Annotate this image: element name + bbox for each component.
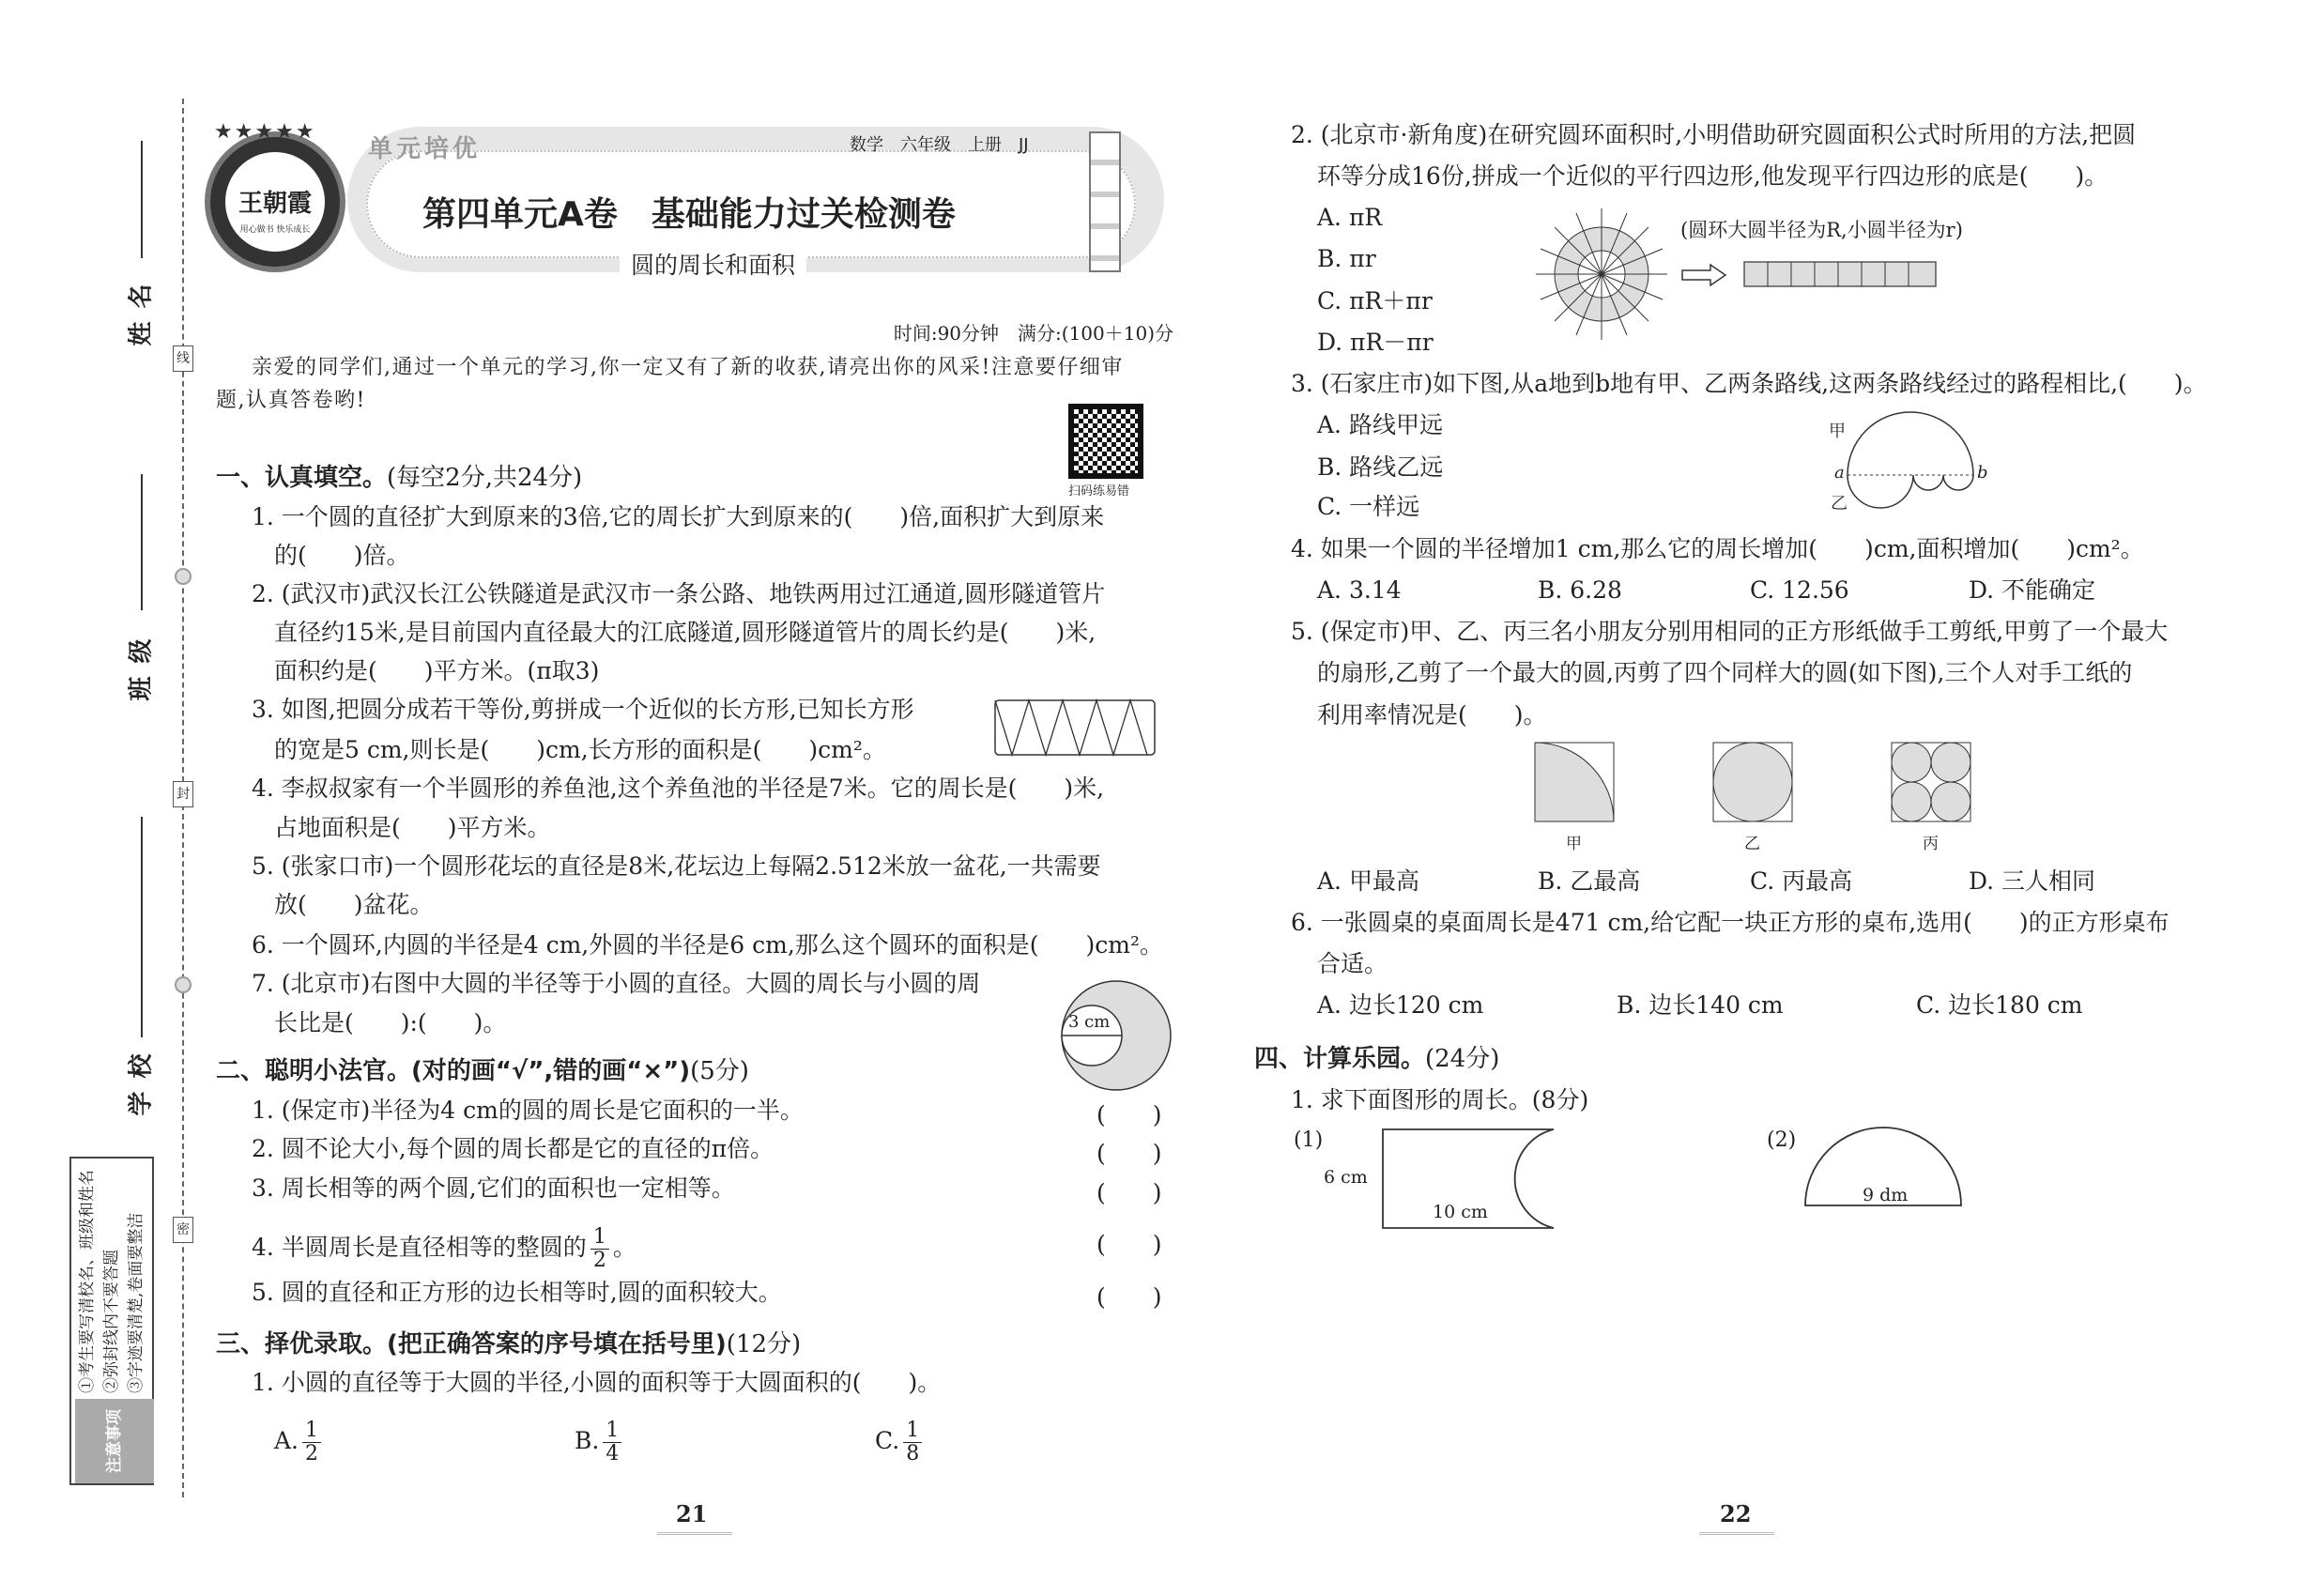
option: C. 12.56 bbox=[1750, 576, 1849, 604]
section-2-title: 二、聪明小法官。(对的画“√”,错的画“×”)(5分) bbox=[216, 1057, 749, 1085]
question-line: 1. 求下面图形的周长。(8分) bbox=[1291, 1086, 1589, 1113]
question-line: 1. 小圆的直径等于大圆的半径,小圆的面积等于大圆面积的( )。 bbox=[252, 1369, 942, 1396]
question-line: 5. (张家口市)一个圆形花坛的直径是8米,花坛边上每隔2.512米放一盆花,一共需要 bbox=[252, 852, 1101, 880]
option: C. 边长180 cm bbox=[1916, 991, 2083, 1019]
answer-paren[interactable]: ( ) bbox=[1096, 1179, 1162, 1206]
series-label: 单元培优 bbox=[368, 135, 482, 163]
question-line: 放( )盆花。 bbox=[274, 891, 434, 918]
intro-text: 亲爱的同学们,通过一个单元的学习,你一定又有了新的收获,请亮出你的风采!注意要仔细审 bbox=[252, 356, 1124, 379]
notice-title: 注意事项 bbox=[75, 1399, 154, 1483]
question-line: 的( )倍。 bbox=[274, 542, 410, 569]
four-circles-square bbox=[1891, 742, 1971, 822]
page-subtitle: 圆的周长和面积 bbox=[620, 247, 806, 281]
notice-item: ①考生要写清校名、班级和姓名 bbox=[78, 1170, 97, 1393]
figure-number: (2) bbox=[1767, 1128, 1797, 1152]
fraction: $\frac{1}{2}$ bbox=[590, 1226, 609, 1272]
page-number-left: 21 bbox=[676, 1500, 708, 1527]
option: D. 不能确定 bbox=[1969, 576, 2096, 604]
judge-item: 3. 周长相等的两个圆,它们的面积也一定相等。 bbox=[252, 1174, 735, 1202]
concentric-circles-figure bbox=[1057, 976, 1175, 1095]
option: C. 丙最高 bbox=[1750, 867, 1853, 895]
route-figure bbox=[1840, 409, 1981, 522]
notice-item: ③字迹要清楚,卷面要整洁 bbox=[127, 1212, 146, 1393]
option: C. πR＋πr bbox=[1317, 287, 1433, 315]
question-line: 面积约是( )平方米。(π取3) bbox=[274, 657, 600, 684]
option: D. 三人相同 bbox=[1969, 867, 2096, 895]
question-line: 利用率情况是( )。 bbox=[1317, 701, 1547, 729]
judge-item: 2. 圆不论大小,每个圆的周长都是它的直径的π倍。 bbox=[252, 1135, 774, 1162]
point-b: b bbox=[1977, 463, 1988, 483]
seal-icon bbox=[175, 976, 192, 993]
dimension-label: 6 cm bbox=[1324, 1167, 1368, 1188]
class-write-line bbox=[141, 474, 143, 610]
route-label-jia: 甲 bbox=[1829, 422, 1846, 441]
inscribed-circle-square bbox=[1712, 742, 1793, 822]
figure-label: 丙 bbox=[1923, 835, 1939, 853]
point-a: a bbox=[1834, 463, 1845, 483]
option: C. $\frac{1}{8}$ bbox=[875, 1420, 926, 1466]
logo-stars-icon: ★★★★★ bbox=[214, 120, 316, 144]
question-line: 5. (保定市)甲、乙、丙三名小朋友分别用相同的正方形纸做手工剪纸,甲剪了一个最大 bbox=[1291, 618, 2169, 645]
section-3-title: 三、择优录取。(把正确答案的序号填在括号里)(12分) bbox=[216, 1330, 802, 1358]
option: C. 一样远 bbox=[1317, 493, 1420, 520]
school-label: 学校 bbox=[127, 1040, 156, 1116]
qr-code[interactable] bbox=[1068, 404, 1143, 479]
question-line: 3. 如图,把圆分成若干等份,剪拼成一个近似的长方形,已知长方形 bbox=[252, 696, 914, 723]
notice-box bbox=[69, 1157, 154, 1485]
page-title: 第四单元A卷 基础能力过关检测卷 bbox=[422, 195, 956, 234]
arrow-right-icon bbox=[1680, 263, 1727, 287]
figure-label: 乙 bbox=[1744, 835, 1760, 853]
dimension-label: 10 cm bbox=[1433, 1202, 1488, 1222]
option: B. 路线乙远 bbox=[1317, 453, 1444, 481]
answer-paren[interactable]: ( ) bbox=[1096, 1231, 1162, 1258]
quarter-circle-square bbox=[1534, 742, 1615, 822]
judge-item: 1. (保定市)半径为4 cm的圆的周长是它面积的一半。 bbox=[252, 1097, 804, 1124]
figure-label: 3 cm bbox=[1068, 1012, 1111, 1032]
question-line: 6. 一个圆环,内圆的半径是4 cm,外圆的半径是6 cm,那么这个圆环的面积是( )cm²。 bbox=[252, 931, 1163, 959]
question-line: 合适。 bbox=[1317, 950, 1388, 977]
question-line: 占地面积是( )平方米。 bbox=[274, 814, 551, 841]
question-line: 直径约15米,是目前国内直径最大的江底隧道,圆形隧道管片的周长约是( )米, bbox=[274, 619, 1096, 646]
school-write-line bbox=[141, 817, 143, 1037]
answer-paren[interactable]: ( ) bbox=[1096, 1140, 1162, 1167]
option: A. 边长120 cm bbox=[1317, 991, 1484, 1019]
page-wave-icon bbox=[1699, 1532, 1774, 1542]
option: D. πR－πr bbox=[1317, 329, 1434, 356]
option: B. 边长140 cm bbox=[1617, 991, 1784, 1019]
option: A. 路线甲远 bbox=[1317, 411, 1443, 438]
option: A. πR bbox=[1317, 204, 1383, 231]
question-line: 2. (北京市·新角度)在研究圆环面积时,小明借助研究圆面积公式时所用的方法,把圆 bbox=[1291, 121, 2137, 148]
parallelogram-strip-figure bbox=[1742, 260, 1940, 290]
option: A. 甲最高 bbox=[1317, 867, 1419, 895]
name-label: 姓名 bbox=[127, 270, 156, 346]
rectangle-slices-figure bbox=[993, 697, 1158, 759]
intro-text: 题,认真答卷哟! bbox=[216, 389, 366, 412]
option: B. 6.28 bbox=[1538, 576, 1622, 604]
section-4-title: 四、计算乐园。(24分) bbox=[1254, 1045, 1500, 1073]
answer-paren[interactable]: ( ) bbox=[1096, 1283, 1162, 1311]
question-line: 长比是( ):( )。 bbox=[274, 1009, 507, 1036]
question-line: 1. 一个圆的直径扩大到原来的3倍,它的周长扩大到原来的( )倍,面积扩大到原来 bbox=[252, 503, 1105, 530]
cut-mark-xian: 线 bbox=[173, 345, 193, 372]
cut-mark-feng: 封 bbox=[173, 781, 193, 807]
name-write-line bbox=[141, 141, 143, 258]
lighthouse-icon bbox=[1089, 131, 1121, 272]
question-line: 2. (武汉市)武汉长江公铁隧道是武汉市一条公路、地铁两用过江通道,圆形隧道管片 bbox=[252, 580, 1106, 607]
option: A. $\frac{1}{2}$ bbox=[274, 1420, 325, 1466]
answer-paren[interactable]: ( ) bbox=[1096, 1101, 1162, 1128]
option: A. 3.14 bbox=[1317, 576, 1402, 604]
dimension-label: 9 dm bbox=[1863, 1185, 1909, 1205]
time-score: 时间:90分钟 满分:(100＋10)分 bbox=[893, 322, 1173, 345]
page-wave-icon bbox=[657, 1532, 732, 1542]
route-label-yi: 乙 bbox=[1831, 494, 1848, 514]
logo-slogan: 用心做书 快乐成长 bbox=[239, 225, 311, 235]
judge-item: 5. 圆的直径和正方形的边长相等时,圆的面积较大。 bbox=[252, 1279, 782, 1306]
logo-text: 王朝霞 bbox=[238, 190, 312, 218]
question-line: 3. (石家庄市)如下图,从a地到b地有甲、乙两条路线,这两条路线经过的路程相比,( )。 bbox=[1291, 370, 2207, 397]
question-line: 4. 李叔叔家有一个半圆形的养鱼池,这个养鱼池的半径是7米。它的周长是( )米, bbox=[252, 775, 1105, 802]
figure-caption: (圆环大圆半径为R,小圆半径为r) bbox=[1680, 219, 1963, 241]
notice-item: ②弥封线内不要答题 bbox=[102, 1250, 121, 1393]
ring-sectors-figure bbox=[1536, 208, 1667, 340]
option: B. πr bbox=[1317, 245, 1376, 272]
figure-number: (1) bbox=[1294, 1128, 1324, 1152]
question-line: 4. 如果一个圆的半径增加1 cm,那么它的周长增加( )cm,面积增加( )cm²。 bbox=[1291, 535, 2144, 562]
question-line: 的扇形,乙剪了一个最大的圆,丙剪了四个同样大的圆(如下图),三个人对手工纸的 bbox=[1317, 659, 2133, 686]
brand-logo bbox=[205, 131, 345, 272]
question-line: 7. (北京市)右图中大圆的半径等于小圆的直径。大圆的周长与小圆的周 bbox=[252, 970, 981, 997]
figure-label: 甲 bbox=[1566, 835, 1582, 853]
question-line: 的宽是5 cm,则长是( )cm,长方形的面积是( )cm²。 bbox=[274, 736, 886, 763]
cut-mark-mi: 密 bbox=[173, 1217, 193, 1243]
qr-caption: 扫码练易错 bbox=[1068, 484, 1130, 499]
seal-icon bbox=[175, 568, 192, 585]
section-1-title: 一、认真填空。(每空2分,共24分) bbox=[216, 464, 583, 492]
option: B. $\frac{1}{4}$ bbox=[575, 1420, 625, 1466]
judge-item: 4. 半圆周长是直径相等的整圆的 $\frac{1}{2}$ 。 bbox=[252, 1225, 636, 1272]
question-line: 6. 一张圆桌的桌面周长是471 cm,给它配一块正方形的桌布,选用( )的正方形桌布 bbox=[1291, 909, 2170, 936]
class-label: 班级 bbox=[127, 625, 156, 701]
subject-info: 数学 六年级 上册 JJ bbox=[850, 135, 1029, 155]
question-line: 环等分成16份,拼成一个近似的平行四边形,他发现平行四边形的底是( )。 bbox=[1317, 162, 2108, 190]
page-number-right: 22 bbox=[1720, 1500, 1752, 1527]
option: B. 乙最高 bbox=[1538, 867, 1641, 895]
